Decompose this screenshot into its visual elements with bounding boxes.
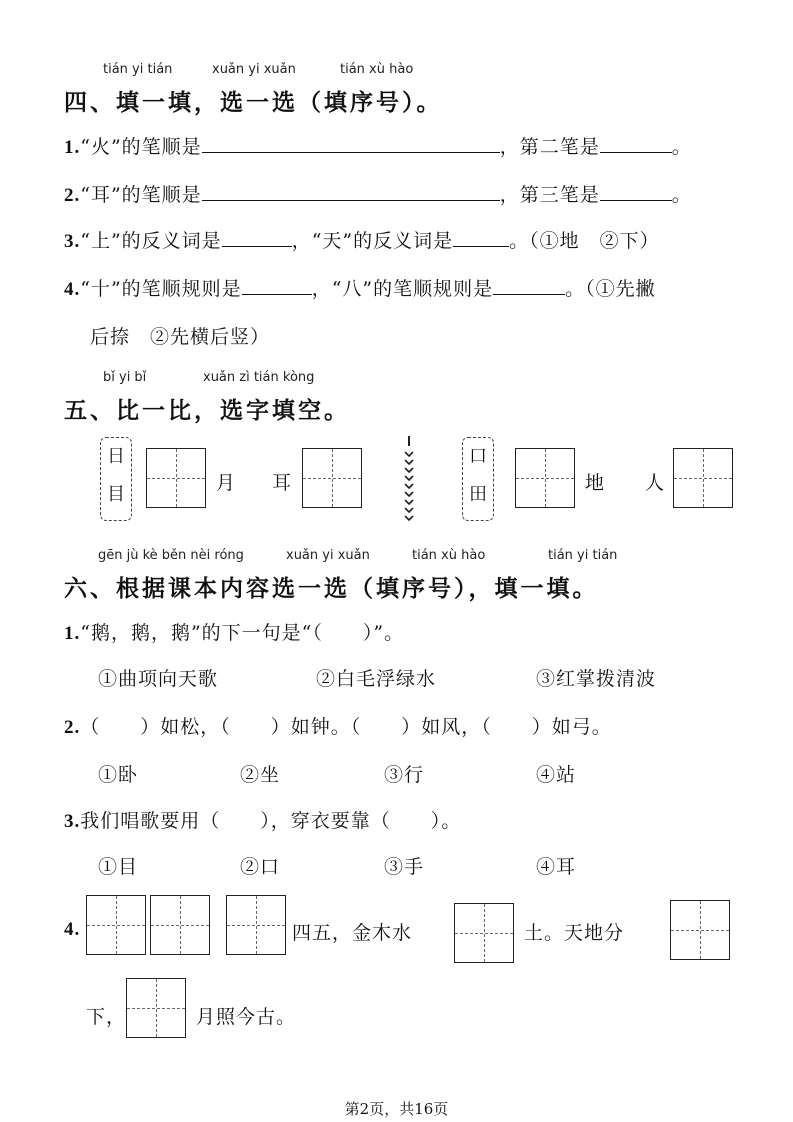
option[interactable]: ③行 bbox=[384, 764, 425, 786]
tian-grid-box[interactable] bbox=[146, 448, 206, 508]
pinyin-tian-yi-tian: tián yi tián bbox=[548, 548, 618, 563]
q-number: 2. bbox=[64, 185, 81, 206]
tian-grid-box[interactable] bbox=[86, 895, 146, 955]
answer-blank[interactable] bbox=[222, 228, 292, 247]
answer-blank[interactable] bbox=[242, 276, 312, 295]
char-pair-left bbox=[100, 437, 132, 521]
option[interactable]: ②坐 bbox=[240, 764, 281, 786]
answer-blank[interactable] bbox=[600, 182, 672, 201]
s4-question-4 bbox=[64, 274, 656, 301]
option[interactable]: ③手 bbox=[384, 856, 425, 878]
q-text: ，“天”的反义词是 bbox=[291, 230, 454, 252]
q-text: 下， bbox=[86, 1006, 127, 1028]
answer-blank[interactable] bbox=[202, 182, 500, 201]
q-text: （ ）如松，（ ）如钟。（ ）如风，（ ）如弓。 bbox=[80, 716, 612, 738]
q-number: 1. bbox=[64, 623, 81, 644]
s4-question-1 bbox=[64, 132, 692, 159]
tian-grid-box[interactable] bbox=[302, 448, 362, 508]
q-text: “火”的笔顺是 bbox=[80, 136, 202, 158]
pair-char: 口 bbox=[469, 446, 487, 467]
pinyin-tian-xu-hao: tián xù hào bbox=[412, 548, 486, 563]
answer-blank[interactable] bbox=[202, 134, 500, 153]
answer-blank[interactable] bbox=[600, 134, 672, 153]
q-text: “耳”的笔顺是 bbox=[80, 184, 202, 206]
s6-question-2 bbox=[64, 712, 612, 739]
q-number: 4. bbox=[64, 279, 81, 300]
q-number: 1. bbox=[64, 137, 81, 158]
divider-arrow-icon bbox=[404, 436, 414, 524]
q-number-text: 4. bbox=[64, 919, 81, 940]
q-text: “上”的反义词是 bbox=[80, 230, 222, 252]
q-end: 。 bbox=[671, 184, 692, 206]
option[interactable]: ④耳 bbox=[536, 856, 577, 878]
option[interactable]: ①目 bbox=[98, 856, 139, 878]
option[interactable]: ④站 bbox=[536, 764, 577, 786]
pinyin-tian-yi-tian: tián yi tián bbox=[103, 62, 173, 77]
q-options: 。（①先撇 bbox=[565, 278, 656, 300]
answer-blank[interactable] bbox=[453, 228, 509, 247]
word-prefix: 人 bbox=[645, 472, 666, 494]
s4-question-3 bbox=[64, 226, 660, 253]
s4-question-4-continued: 后捺 ②先横后竖） bbox=[90, 326, 271, 348]
q-text: 土。天地分 bbox=[524, 922, 625, 944]
tian-grid-box[interactable] bbox=[150, 895, 210, 955]
s6-question-1 bbox=[64, 618, 404, 645]
q-text: ，“八”的笔顺规则是 bbox=[311, 278, 494, 300]
q-number: 3. bbox=[64, 231, 81, 252]
pair-char: 日 bbox=[107, 446, 125, 467]
option[interactable]: ②白毛浮绿水 bbox=[316, 668, 437, 690]
word-prefix: 耳 bbox=[272, 472, 293, 494]
tian-grid-box[interactable] bbox=[454, 903, 514, 963]
word-suffix: 地 bbox=[585, 472, 606, 494]
q-options: 。（①地 ②下） bbox=[509, 230, 660, 252]
s4-question-2 bbox=[64, 180, 692, 207]
char-pair-right bbox=[462, 437, 494, 521]
option[interactable]: ①曲项向天歌 bbox=[98, 668, 219, 690]
page-footer: 第2页，共16页 bbox=[344, 1100, 449, 1118]
q-text: “鹅，鹅，鹅”的下一句是“（ ）”。 bbox=[80, 622, 405, 644]
q-text: ，第二笔是 bbox=[499, 136, 600, 158]
option[interactable]: ①卧 bbox=[98, 764, 139, 786]
pinyin-xuan-yi-xuan: xuǎn yi xuǎn bbox=[286, 548, 370, 563]
q-text: “十”的笔顺规则是 bbox=[80, 278, 242, 300]
pinyin-xuan-zi-tian-kong: xuǎn zì tián kòng bbox=[203, 370, 315, 385]
option[interactable]: ③红掌拨清波 bbox=[536, 668, 657, 690]
s6-question-3 bbox=[64, 806, 461, 833]
option[interactable]: ②口 bbox=[240, 856, 281, 878]
tian-grid-box[interactable] bbox=[673, 448, 733, 508]
q-text: 四五，金木水 bbox=[292, 922, 413, 944]
tian-grid-box[interactable] bbox=[515, 448, 575, 508]
answer-blank[interactable] bbox=[493, 276, 565, 295]
tian-grid-box[interactable] bbox=[126, 978, 186, 1038]
q-text: 我们唱歌要用（ ），穿衣要靠（ ）。 bbox=[80, 810, 462, 832]
q-number: 2. bbox=[64, 717, 81, 738]
pinyin-gen-ju-ke-ben-nei-rong: gēn jù kè běn nèi róng bbox=[98, 548, 244, 563]
word-suffix: 月 bbox=[216, 472, 237, 494]
section-5-title: 五、比一比，选字填空。 bbox=[64, 398, 350, 424]
section-4-title: 四、填一填，选一选（填序号）。 bbox=[64, 90, 443, 116]
pair-char: 田 bbox=[469, 484, 487, 505]
q-end: 。 bbox=[671, 136, 692, 158]
q-number: 3. bbox=[64, 811, 81, 832]
tian-grid-box[interactable] bbox=[670, 900, 730, 960]
q-text: ，第三笔是 bbox=[499, 184, 600, 206]
pinyin-bi-yi-bi: bǐ yi bǐ bbox=[103, 370, 147, 385]
tian-grid-box[interactable] bbox=[226, 895, 286, 955]
section-6-title: 六、根据课本内容选一选（填序号），填一填。 bbox=[64, 576, 599, 602]
pinyin-tian-xu-hao: tián xù hào bbox=[340, 62, 414, 77]
pinyin-xuan-yi-xuan: xuǎn yi xuǎn bbox=[212, 62, 296, 77]
q-text: 月照今古。 bbox=[196, 1006, 297, 1028]
q-number bbox=[64, 918, 80, 941]
pair-char: 目 bbox=[107, 484, 125, 505]
